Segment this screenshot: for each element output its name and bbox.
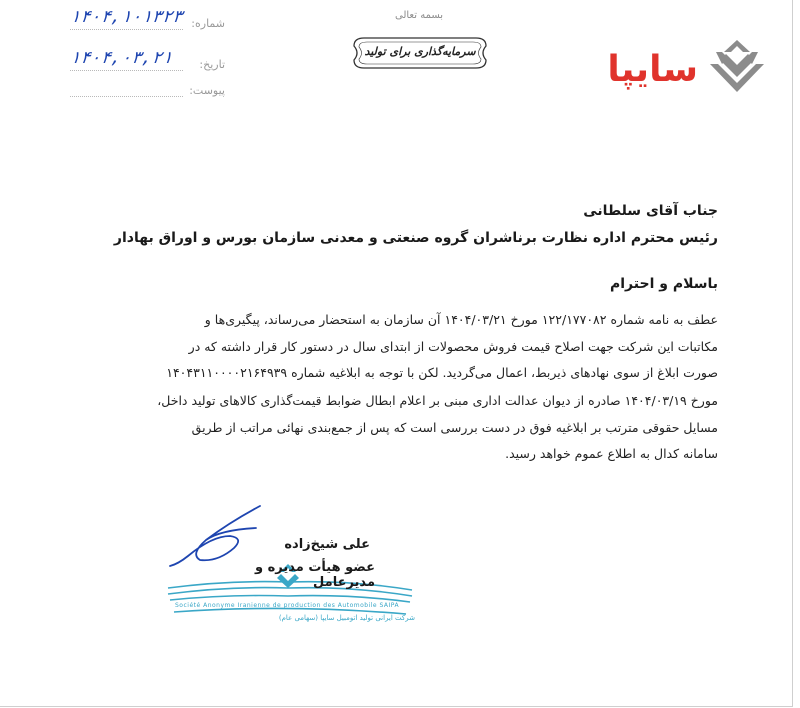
attachment-row xyxy=(70,82,225,102)
salutation: جناب آقای سلطانی xyxy=(583,203,718,219)
letter-number-label: شماره: xyxy=(191,17,225,30)
saipa-wordmark: سایپا xyxy=(607,49,698,90)
letter-date-row xyxy=(68,48,225,76)
attachment-label: پیوست: xyxy=(189,84,225,97)
signatory-name: علی شیخ‌زاده xyxy=(284,537,370,552)
signatory-title: عضو هیأت مدیره و مدیرعامل xyxy=(255,560,375,590)
paragraph-line: عطف به نامه شماره ۱۲۲/۱۷۷۰۸۲ مورخ ۱۴۰۴/۰۳/۲۱ آن سازمان به استحضار می‌رساند، پیگیری‌ها و xyxy=(204,312,718,327)
dotted-line xyxy=(70,96,183,97)
dotted-line xyxy=(70,29,183,30)
slogan-text: سرمایه‌گذاری برای تولید xyxy=(364,45,476,58)
letter-date-value: ۱۴۰۴,۰۳,۲۱ xyxy=(68,48,174,68)
greeting: باسلام و احترام xyxy=(610,276,718,292)
dotted-line xyxy=(70,70,183,71)
paragraph-line: سامانه کدال به اطلاع عموم خواهد رسید. xyxy=(505,446,718,461)
letter-number-value: ۱۴۰۴,۱۰۱۳۲۳ xyxy=(68,7,184,27)
letter-number-row xyxy=(68,7,225,35)
stamp-latin-text: Société Anonyme Iranienne de production des Automobile SAIPA xyxy=(175,602,400,609)
paragraph-line: صورت ابلاغ از سوی نهادهای ذیربط، اعمال می‌گردید. لکن با توجه به ابلاغیه شماره ۱۴۰۴۳۱۱۰۰۰۰۲۱۶۴۹۳۹ xyxy=(166,365,718,380)
paragraph-line: مسایل حقوقی مترتب بر ابلاغیه فوق در دست بررسی است که پس از جمع‌بندی نهائی مراتب از طریق xyxy=(191,420,718,435)
slogan-cartouche xyxy=(350,34,490,72)
stamp-farsi-text: شرکت ایرانی تولید اتومبیل سایپا (سهامی عام) xyxy=(278,614,415,622)
letter-date-label: تاریخ: xyxy=(199,58,225,71)
saipa-logo-icon xyxy=(706,38,768,96)
paragraph-line: مورخ ۱۴۰۴/۰۳/۱۹ صادره از دیوان عدالت اداری مبنی بر اعلام ابطال ضوابط قیمت‌گذاری کالاهای تولید داخل، xyxy=(157,393,718,408)
basmala: بسمه تعالی xyxy=(395,10,444,21)
paragraph-line: مکاتبات این شرکت جهت اصلاح قیمت فروش محصولات از ابتدای سال در دستور کار قرار داشته که در xyxy=(188,339,718,354)
recipient-title: رئیس محترم اداره نظارت برناشران گروه صنعتی و معدنی سازمان بورس و اوراق بهادار xyxy=(113,230,718,246)
